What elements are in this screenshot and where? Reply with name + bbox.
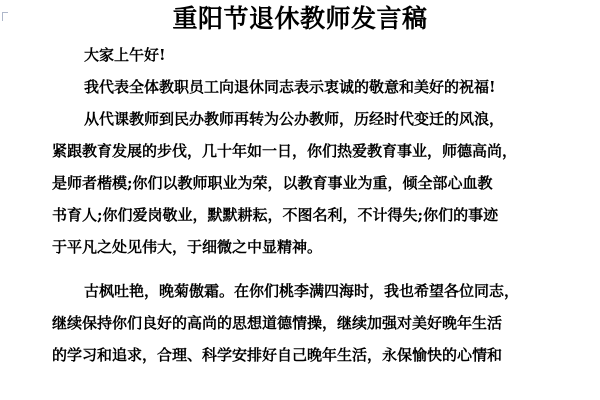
text-line: 我代表全体教职员工向退休同志表示衷诚的敬意和美好的祝福! <box>84 78 496 96</box>
paragraph-gap <box>52 263 548 275</box>
greeting-line: 大家上午好! <box>84 46 166 64</box>
text-line: 于平凡之处见伟大，于细微之中显精神。 <box>52 238 323 256</box>
text-line: 是师者楷模;你们以教师职业为荣，以教育事业为重，倾全部心血教 <box>52 174 493 192</box>
text-line: 继续保持你们良好的高尚的思想道德情操，继续加强对美好晚年生活 <box>52 314 503 332</box>
document-title: 重阳节退休教师发言稿 <box>172 4 428 33</box>
text-line: 从代课教师到民办教师再转为公办教师，历经时代变迁的风浪， <box>84 110 505 128</box>
document-body <box>52 39 548 371</box>
text-line: 的学习和追求，合理、科学安排好自己晚年生活，永保愉快的心情和 <box>52 346 503 364</box>
text-line: 书育人;你们爱岗敬业，默默耕耘，不图名利，不计得失;你们的事迹 <box>52 206 499 224</box>
text-line: 古枫吐艳，晚菊傲霜。在你们桃李满四海时，我也希望各位同志， <box>84 282 520 300</box>
text-line: 紧跟教育发展的步伐，几十年如一日，你们热爱教育事业，师德高尚， <box>52 142 518 160</box>
